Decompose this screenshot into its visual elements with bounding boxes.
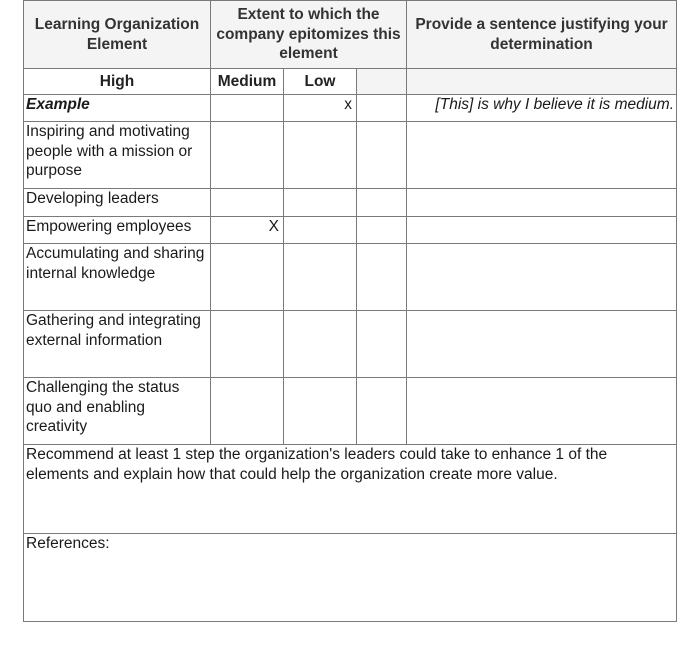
- row-high-cell[interactable]: [211, 122, 284, 189]
- references-cell[interactable]: References:: [24, 534, 677, 622]
- references-row: [24, 534, 677, 622]
- row-label: Gathering and integrating external information: [24, 311, 211, 378]
- row-justification-cell[interactable]: [407, 311, 677, 378]
- header-justify: Provide a sentence justifying your determination: [407, 1, 677, 69]
- example-high-cell[interactable]: [211, 95, 284, 122]
- row-label: Inspiring and motivating people with a mission or purpose: [24, 122, 211, 189]
- level-high: High: [24, 69, 211, 95]
- level-row: [24, 69, 677, 95]
- row-medium-cell[interactable]: [284, 217, 357, 244]
- table-row: [24, 122, 677, 189]
- row-low-cell[interactable]: [357, 122, 407, 189]
- header-extent: Extent to which the company epitomizes this element: [211, 1, 407, 69]
- header-row: [24, 1, 677, 69]
- row-label: Accumulating and sharing internal knowledge: [24, 244, 211, 311]
- row-label: Developing leaders: [24, 189, 211, 217]
- row-justification-cell[interactable]: [407, 217, 677, 244]
- level-blank-justify: [407, 69, 677, 95]
- table-row: [24, 244, 677, 311]
- row-low-cell[interactable]: [357, 217, 407, 244]
- row-low-cell[interactable]: [357, 189, 407, 217]
- row-medium-cell[interactable]: [284, 189, 357, 217]
- row-low-cell[interactable]: [357, 244, 407, 311]
- table-row: [24, 189, 677, 217]
- row-justification-cell[interactable]: [407, 244, 677, 311]
- row-high-cell[interactable]: [211, 189, 284, 217]
- example-justification[interactable]: [This] is why I believe it is medium.: [407, 95, 677, 122]
- table-row: [24, 311, 677, 378]
- worksheet: [23, 0, 676, 622]
- learning-organization-table: [23, 0, 677, 622]
- row-high-cell[interactable]: X: [211, 217, 284, 244]
- recommend-cell[interactable]: Recommend at least 1 step the organization's leaders could take to enhance 1 of the elements and explain how that could help the organization create more value.: [24, 445, 677, 534]
- example-low-cell[interactable]: [357, 95, 407, 122]
- row-label: Empowering employees: [24, 217, 211, 244]
- table-row: [24, 217, 677, 244]
- row-low-cell[interactable]: [357, 378, 407, 445]
- header-element: Learning Organization Element: [24, 1, 211, 69]
- level-low: Low: [284, 69, 357, 95]
- row-high-cell[interactable]: [211, 244, 284, 311]
- row-medium-cell[interactable]: [284, 311, 357, 378]
- level-medium: Medium: [211, 69, 284, 95]
- example-label: Example: [24, 95, 211, 122]
- level-blank: [357, 69, 407, 95]
- row-high-cell[interactable]: [211, 311, 284, 378]
- row-justification-cell[interactable]: [407, 189, 677, 217]
- row-low-cell[interactable]: [357, 311, 407, 378]
- row-justification-cell[interactable]: [407, 378, 677, 445]
- row-label: Challenging the status quo and enabling creativity: [24, 378, 211, 445]
- table-row: [24, 378, 677, 445]
- row-medium-cell[interactable]: [284, 378, 357, 445]
- row-high-cell[interactable]: [211, 378, 284, 445]
- recommend-row: [24, 445, 677, 534]
- example-row: [24, 95, 677, 122]
- example-medium-cell[interactable]: x: [284, 95, 357, 122]
- row-justification-cell[interactable]: [407, 122, 677, 189]
- row-medium-cell[interactable]: [284, 122, 357, 189]
- row-medium-cell[interactable]: [284, 244, 357, 311]
